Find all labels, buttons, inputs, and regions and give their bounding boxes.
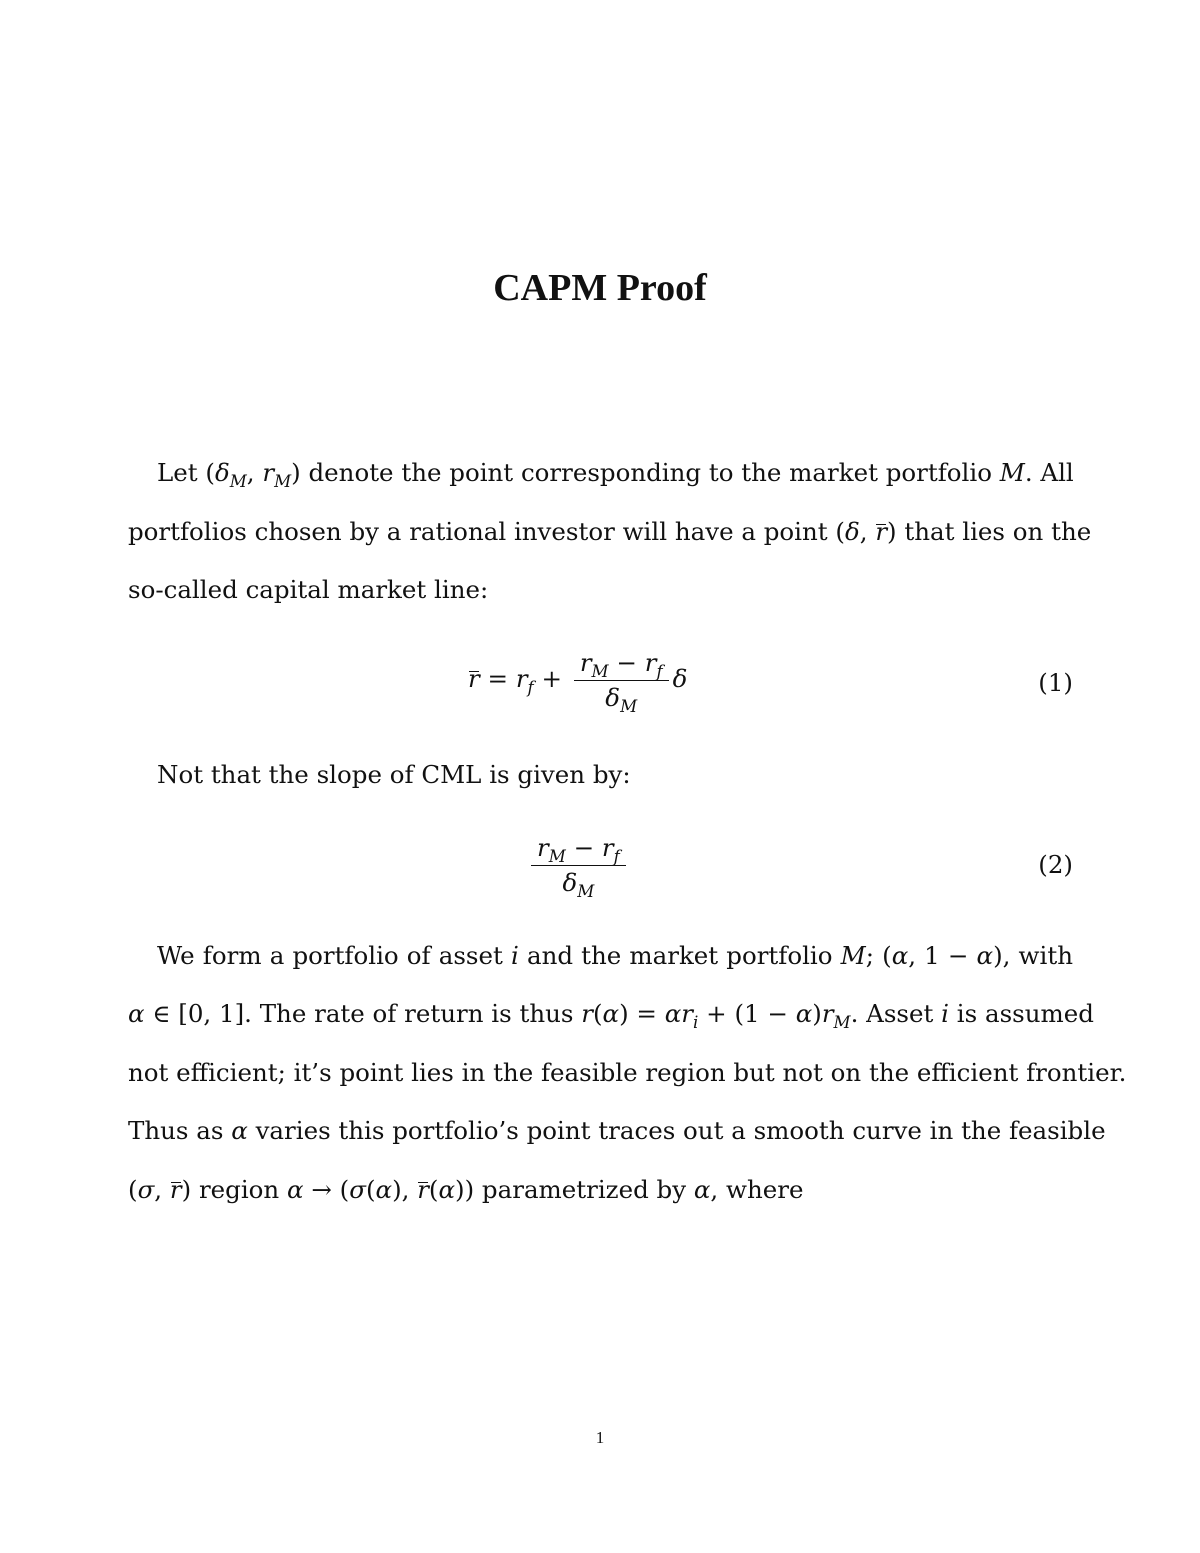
paragraph-1-line-3: so-called capital market line: — [128, 575, 489, 604]
equation-2-number: (2) — [1038, 850, 1073, 879]
equation-1-number: (1) — [1038, 668, 1073, 697]
equation-2 — [527, 833, 630, 901]
page-title: CAPM Proof — [493, 267, 707, 309]
paragraph-2: Not that the slope of CML is given by: — [157, 760, 631, 789]
paragraph-3-line-3: not efficient; it’s point lies in the feasible region but not on the efficient frontier. — [128, 1058, 1127, 1087]
paragraph-3-line-1: We form a portfolio of asset i and the market portfolio M; (α, 1 − α), with — [157, 941, 1073, 970]
paragraph-3-line-4: Thus as α varies this portfolio’s point traces out a smooth curve in the feasible — [128, 1116, 1106, 1145]
paragraph-1-line-1: Let ($\delta_M$, $r_M$) denote the point corresponding to the market portfolio M. All — [157, 458, 1074, 491]
paragraph-3-line-2: α ∈ [0, 1]. The rate of return is thus $r(\alpha) = \alpha r_i + (1 - \alpha)r_M$. Asset i is assumed — [128, 999, 1094, 1032]
page-number: 1 — [595, 1428, 605, 1447]
equation-2-fraction: $\frac{r_M - r_f}{\delta_M}$ — [531, 834, 626, 897]
equation-1-fraction: $\frac{r_M - r_f}{\delta_M}$ — [574, 649, 669, 712]
paragraph-1-line-2: portfolios chosen by a rational investor will have a point (δ, r) that lies on the — [128, 517, 1092, 546]
equation-1: $r = r_f$ + $\frac{r_M - r_f}{\delta_M}$ δ — [468, 648, 688, 716]
paragraph-3-line-5: (σ, r) region α → (σ(α), r(α)) parametrized by α, where — [128, 1175, 804, 1204]
